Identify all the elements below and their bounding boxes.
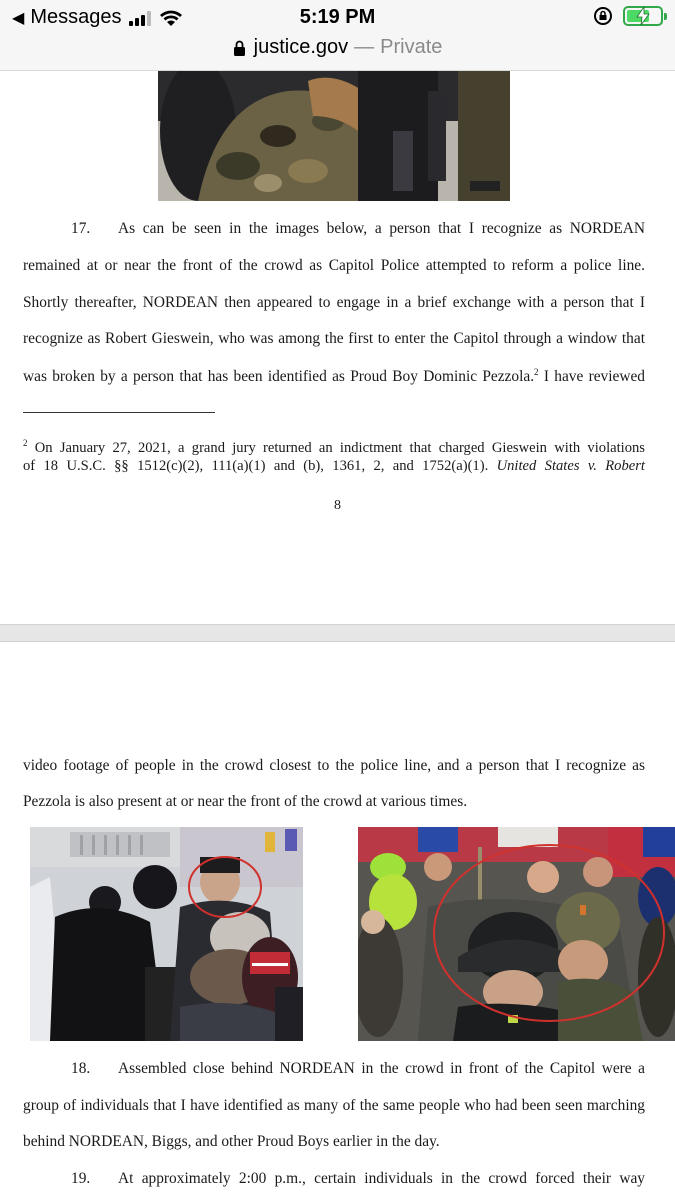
footnote-text-2: of 18 U.S.C. §§ 1512(c)(2), 111(a)(1) and (b), 1361, 2, and 1752(a)(1). (23, 458, 489, 474)
status-left[interactable] (12, 6, 183, 29)
page-number: 8 (334, 498, 341, 513)
status-right (593, 6, 663, 26)
nordean-photo-left (30, 827, 303, 1041)
back-caret-icon[interactable]: ◀ (12, 9, 25, 27)
page-break (0, 624, 675, 642)
para18-line1 (23, 1060, 645, 1078)
para17-number: 17. (71, 220, 91, 237)
para18-number: 18. (71, 1060, 91, 1077)
footnote-text-1: On January 27, 2021, a grand jury returned an indictment that charged Gieswein with violations (34, 440, 645, 456)
para17-line5 (23, 367, 645, 386)
para19-number: 19. (71, 1170, 91, 1187)
para18-text-1: Assembled close behind NORDEAN in the crowd in front of the Capitol were a (118, 1060, 645, 1077)
crowd-photo-top (158, 71, 510, 201)
footnote-marker: 2 (23, 438, 28, 448)
url-domain[interactable]: justice.gov (253, 36, 349, 58)
status-time: 5:19 PM (299, 6, 376, 28)
footnote-line2 (23, 458, 645, 475)
para18-line3: behind NORDEAN, Biggs, and other Proud Boys earlier in the day. (23, 1133, 440, 1150)
lock-icon (233, 40, 246, 56)
footnote-divider (23, 412, 215, 413)
footnote-line1 (23, 438, 645, 457)
para17-text-1: As can be seen in the images below, a person that I recognize as NORDEAN (118, 220, 645, 237)
battery-charging-icon (623, 6, 663, 26)
page9-line2: Pezzola is also present at or near the front of the crowd at various times. (23, 793, 468, 810)
para17-line2: remained at or near the front of the crowd as Capitol Police attempted to reform a police line. (23, 257, 645, 274)
para18-line2: group of individuals that I have identified as many of the same people who had been seen marching (23, 1097, 645, 1114)
back-to-app-label[interactable]: Messages (30, 6, 122, 28)
para19-text-1: At approximately 2:00 p.m., certain individuals in the crowd forced their way (118, 1170, 645, 1187)
page9-line1: video footage of people in the crowd closest to the police line, and a person that I recognize as (23, 757, 645, 774)
para17-text-6: I have reviewed (543, 368, 645, 385)
url-bar[interactable] (0, 36, 675, 59)
browser-top-bar (0, 0, 675, 71)
para19-line1 (23, 1170, 645, 1188)
para17-line1 (23, 220, 645, 238)
rotation-lock-icon (593, 6, 613, 26)
footnote-case-name: United States v. Robert (496, 458, 645, 474)
para17-line4: recognize as Robert Gieswein, who was among the first to enter the Capitol through a window that (23, 330, 645, 347)
footnote-ref[interactable]: 2 (534, 367, 539, 377)
gieswein-photo-right (358, 827, 675, 1041)
para17-text-5: was broken by a person that has been identified as Proud Boy Dominic Pezzola. (23, 368, 535, 385)
para17-line3: Shortly thereafter, NORDEAN then appeared to engage in a brief exchange with a person that I (23, 294, 645, 311)
wifi-icon (159, 9, 183, 27)
url-separator: — (354, 36, 375, 58)
signal-icon (129, 10, 151, 26)
private-mode-label: Private (380, 36, 443, 58)
